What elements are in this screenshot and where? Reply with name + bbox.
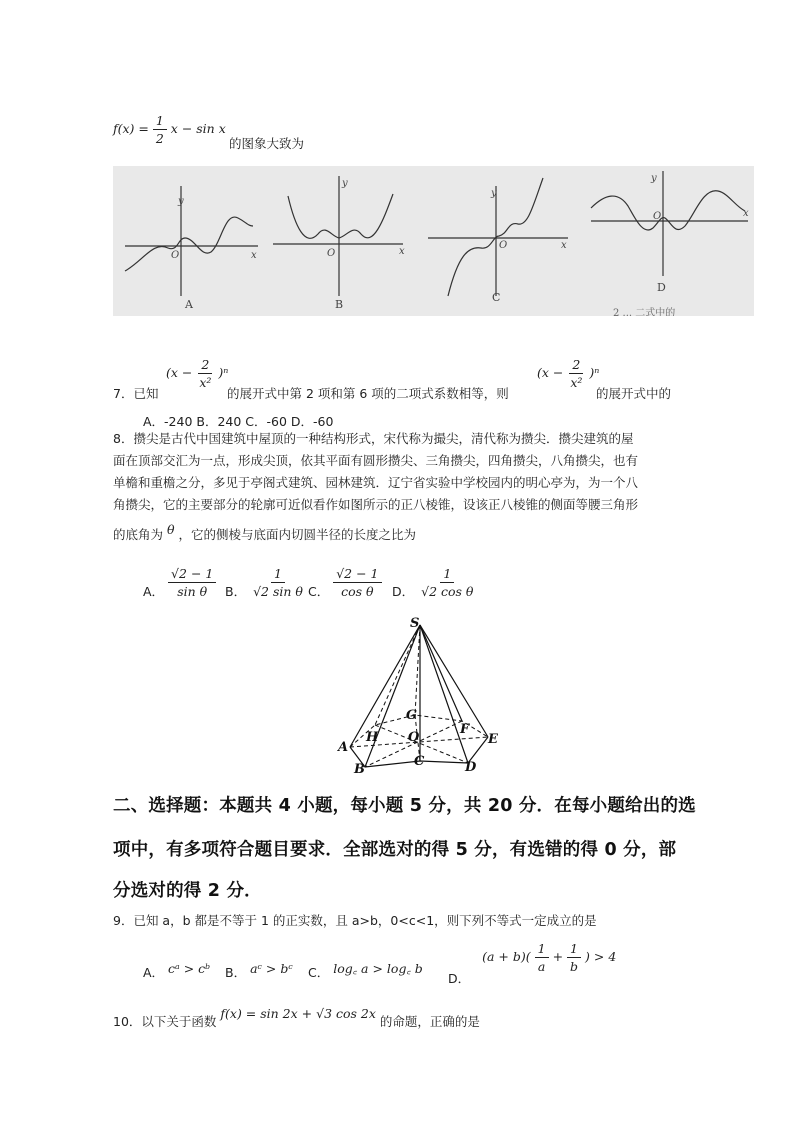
graph-d-x-label: x bbox=[743, 208, 749, 219]
graph-c bbox=[428, 178, 568, 296]
q8-opt-d-label: D． bbox=[392, 584, 415, 599]
section2-line-1: 二、选择题：本题共 4 小题，每小题 5 分，共 20 分．在每小题给出的选 bbox=[113, 796, 696, 816]
q8-opt-c-den: cos θ bbox=[341, 584, 374, 599]
q9-opt-d-label: D． bbox=[448, 971, 471, 986]
q8-opt-d-den: √2 cos θ bbox=[421, 584, 474, 599]
q9-option-d bbox=[448, 940, 617, 986]
vertex-d: D bbox=[465, 760, 477, 775]
graph-d-y-label: y bbox=[651, 173, 657, 184]
q9-opt-d-plus: + bbox=[552, 949, 568, 964]
graph-a-label: A bbox=[185, 298, 193, 311]
q6-half-fraction bbox=[153, 112, 167, 147]
vertex-s: S bbox=[410, 616, 420, 631]
q9-opt-d-frac1 bbox=[535, 940, 549, 975]
q7-options: A．-240 B．240 C．-60 D．-60 bbox=[143, 414, 334, 429]
q6-frac-num: 1 bbox=[153, 112, 167, 130]
q7-expr1-b: )ⁿ bbox=[218, 365, 229, 380]
q10-prefix: 10．以下关于函数 bbox=[113, 1014, 217, 1029]
q8-line-3: 单檐和重檐之分，多见于亭阁式建筑、园林建筑．辽宁省实验中学校园内的明心亭为，为一个八 bbox=[113, 475, 639, 490]
q7-expr1-den: x² bbox=[199, 375, 212, 390]
q7-expr1-num: 2 bbox=[198, 356, 212, 374]
q8-line-5 bbox=[113, 524, 416, 546]
q8-opt-c-frac bbox=[333, 565, 381, 600]
q8-option-a bbox=[143, 565, 216, 600]
q7-expr1-a: (x − bbox=[166, 365, 197, 380]
q8-option-b bbox=[225, 565, 306, 600]
q9-opt-d-f1-num: 1 bbox=[535, 940, 549, 958]
q9-opt-a: cᵃ > cᵇ bbox=[168, 961, 211, 976]
q6-function-rhs: x − sin x bbox=[170, 121, 226, 136]
q7-expr-1 bbox=[166, 356, 228, 391]
graph-a bbox=[125, 186, 258, 296]
q8-opt-a-label: A． bbox=[143, 584, 165, 599]
graph-c-origin: O bbox=[499, 240, 508, 251]
q8-line-4: 角攒尖，它的主要部分的轮廓可近似看作如图所示的正八棱锥，设该正八棱锥的侧面等腰三角形 bbox=[113, 497, 639, 512]
graph-b-curve bbox=[288, 194, 393, 238]
graph-d-origin: O bbox=[653, 211, 662, 222]
q9-opt-d-f2-num: 1 bbox=[567, 940, 581, 958]
q9-text: 9．已知 a，b 都是不等于 1 的正实数，且 a>b，0<c<1，则下列不等式一定成立的是 bbox=[113, 913, 597, 928]
q8-theta: θ bbox=[167, 522, 175, 537]
q7-expr2-frac bbox=[567, 356, 585, 391]
q7-text1: 的展开式中第 2 项和第 6 项的二项式系数相等，则 bbox=[227, 386, 509, 401]
q9-opt-d-f1-den: a bbox=[537, 959, 546, 974]
q7-expr2-num: 2 bbox=[569, 356, 583, 374]
q9-opt-c-label: C． bbox=[308, 965, 330, 980]
graph-b-origin: O bbox=[327, 248, 336, 259]
q8-opt-d-num: 1 bbox=[440, 565, 454, 583]
q9-option-a bbox=[143, 963, 210, 981]
vertex-f: F bbox=[460, 722, 470, 737]
q7-expr2-b: )ⁿ bbox=[589, 365, 600, 380]
q10-expr: f(x) = sin 2x + √3 cos 2x bbox=[220, 1006, 376, 1021]
q8-opt-b-num: 1 bbox=[271, 565, 285, 583]
vertex-o: O bbox=[408, 730, 420, 745]
graph-b bbox=[273, 176, 403, 296]
graph-a-x-label: x bbox=[251, 250, 257, 261]
graph-b-label: B bbox=[335, 298, 344, 311]
section2-line-2: 项中，有多项符合题目要求．全部选对的得 5 分，有选错的得 0 分，部 bbox=[113, 840, 677, 860]
graph-d-curve bbox=[591, 191, 745, 230]
q6-function bbox=[113, 112, 226, 147]
q6-text: 的图象大致为 bbox=[229, 136, 305, 151]
graph-a-curve bbox=[125, 217, 253, 271]
q8-opt-b-den: √2 sin θ bbox=[253, 584, 303, 599]
q9-opt-d-f2-den: b bbox=[570, 959, 579, 974]
q8-option-d bbox=[392, 565, 476, 600]
section2-line-3: 分选对的得 2 分． bbox=[113, 881, 262, 901]
vertex-b: B bbox=[354, 762, 365, 777]
graph-b-y-label: y bbox=[342, 178, 348, 189]
graph-b-x-label: x bbox=[399, 246, 405, 257]
q6-graphs-svg bbox=[113, 166, 754, 316]
graph-d-label: D bbox=[657, 281, 666, 294]
q8-opt-d-frac bbox=[418, 565, 476, 600]
graph-c-label: C bbox=[492, 291, 501, 304]
q9-opt-b: aᶜ > bᶜ bbox=[250, 961, 293, 976]
q9-opt-d-a: (a + b)( bbox=[482, 949, 531, 964]
q8-opt-a-frac bbox=[168, 565, 216, 600]
q8-line5-b: ，它的侧棱与底面内切圆半径的长度之比为 bbox=[178, 527, 417, 542]
vertex-h: H bbox=[366, 730, 379, 745]
q7-expr2-den: x² bbox=[570, 375, 583, 390]
q8-opt-a-den: sin θ bbox=[177, 584, 208, 599]
graph-a-origin: O bbox=[171, 250, 180, 261]
pyramid-hidden-edges bbox=[350, 625, 488, 767]
q9-opt-d-b: ) > 4 bbox=[585, 949, 617, 964]
vertex-c: C bbox=[414, 754, 425, 769]
q9-option-b bbox=[225, 963, 293, 981]
vertex-e: E bbox=[488, 732, 498, 747]
graph-a-y-label: y bbox=[178, 196, 184, 207]
q7-expr-2 bbox=[537, 356, 599, 391]
q7-text2: 的展开式中的 bbox=[596, 386, 672, 401]
q8-line-2: 面在顶部交汇为一点，形成尖顶，依其平面有圆形攒尖、三角攒尖，四角攒尖，八角攒尖，也有 bbox=[113, 453, 639, 468]
pyramid-vertex-labels bbox=[336, 616, 499, 777]
q8-opt-c-num: √2 − 1 bbox=[333, 565, 381, 583]
q6-graph-options-image bbox=[113, 166, 754, 316]
q10-suffix: 的命题，正确的是 bbox=[379, 1014, 480, 1029]
q8-opt-a-num: √2 − 1 bbox=[168, 565, 216, 583]
q6-function-lhs: f(x) = bbox=[113, 121, 153, 136]
q9-opt-b-label: B． bbox=[225, 965, 247, 980]
q8-line5-a: 的底角为 bbox=[113, 527, 164, 542]
q9-opt-d-frac2 bbox=[567, 940, 581, 975]
graph-c-x-label: x bbox=[561, 240, 567, 251]
q7-expr2-a: (x − bbox=[537, 365, 568, 380]
q7-expr1-frac bbox=[196, 356, 214, 391]
q8-opt-b-label: B． bbox=[225, 584, 247, 599]
octagonal-pyramid-figure bbox=[330, 615, 510, 780]
graph-d bbox=[591, 171, 748, 276]
q9-opt-a-label: A． bbox=[143, 965, 165, 980]
q9-option-c bbox=[308, 963, 423, 981]
cutoff-text: 2 ... 二式中的 bbox=[613, 308, 676, 316]
q10-line bbox=[113, 1004, 480, 1029]
q8-opt-c-label: C． bbox=[308, 584, 330, 599]
q8-opt-b-frac bbox=[250, 565, 306, 600]
q9-opt-c: log꜀ a > log꜀ b bbox=[333, 961, 423, 976]
q8-line-1: 8．攒尖是古代中国建筑中屋顶的一种结构形式，宋代称为撮尖，清代称为攒尖．攒尖建筑的屋 bbox=[113, 431, 634, 446]
q8-option-c bbox=[308, 565, 382, 600]
graph-c-y-label: y bbox=[491, 188, 497, 199]
vertex-a: A bbox=[338, 740, 349, 755]
q7-prefix: 7．已知 bbox=[113, 386, 159, 401]
q6-frac-den: 2 bbox=[155, 131, 164, 146]
vertex-g: G bbox=[406, 708, 418, 723]
